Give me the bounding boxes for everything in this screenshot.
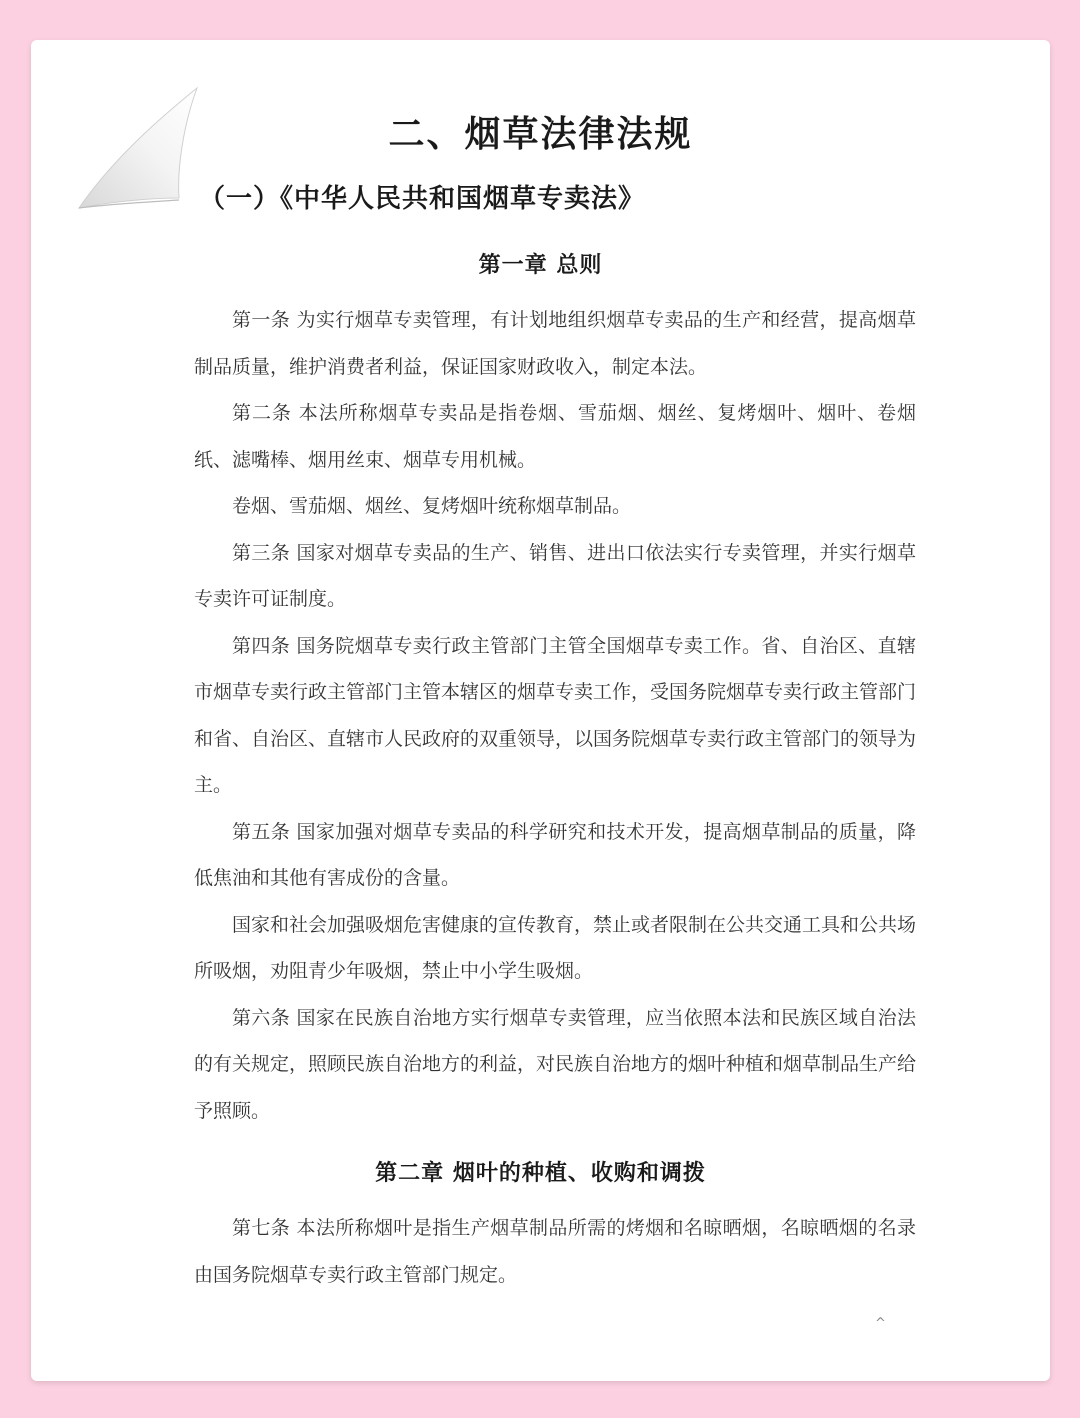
law-title: （一）《中华人民共和国烟草专卖法》 <box>199 184 646 214</box>
chapter-1-body <box>194 297 916 1134</box>
chapter-2-heading: 第二章 烟叶的种植、收购和调拨 <box>375 1161 706 1186</box>
article-paragraph: 第四条 国务院烟草专卖行政主管部门主管全国烟草专卖工作。省、自治区、直辖市烟草专卖行政主管部门主管本辖区的烟草专卖工作，受国务院烟草专卖行政主管部门和省、自治区、直辖市人民政府的双重领导，以国务院烟草专卖行政主管部门的领导为主。 <box>194 634 917 796</box>
page-mark: ^ <box>875 1316 886 1331</box>
chapter-2-body <box>194 1205 916 1298</box>
article-paragraph: 第二条 本法所称烟草专卖品是指卷烟、雪茄烟、烟丝、复烤烟叶、烟叶、卷烟纸、滤嘴棒、烟用丝束、烟草专用机械。 <box>194 402 916 471</box>
document-page <box>31 40 1050 1381</box>
page-title: 二、烟草法律法规 <box>388 114 693 155</box>
chapter-1-heading: 第一章 总则 <box>478 253 603 278</box>
article-paragraph: 第六条 国家在民族自治地方实行烟草专卖管理，应当依照本法和民族区域自治法的有关规定，照顾民族自治地方的利益，对民族自治地方的烟叶种植和烟草制品生产给予照顾。 <box>194 1006 917 1122</box>
article-paragraph: 第七条 本法所称烟叶是指生产烟草制品所需的烤烟和名晾晒烟，名晾晒烟的名录由国务院烟草专卖行政主管部门规定。 <box>194 1217 916 1286</box>
article-paragraph: 国家和社会加强吸烟危害健康的宣传教育，禁止或者限制在公共交通工具和公共场所吸烟，劝阻青少年吸烟，禁止中小学生吸烟。 <box>194 913 917 982</box>
article-paragraph: 第三条 国家对烟草专卖品的生产、销售、进出口依法实行专卖管理，并实行烟草专卖许可证制度。 <box>194 541 916 610</box>
article-paragraph: 卷烟、雪茄烟、烟丝、复烤烟叶统称烟草制品。 <box>232 495 632 517</box>
article-paragraph: 第一条 为实行烟草专卖管理，有计划地组织烟草专卖品的生产和经营，提高烟草制品质量，维护消费者利益，保证国家财政收入，制定本法。 <box>194 309 916 378</box>
article-paragraph: 第五条 国家加强对烟草专卖品的科学研究和技术开发，提高烟草制品的质量，降低焦油和其他有害成份的含量。 <box>194 820 916 889</box>
